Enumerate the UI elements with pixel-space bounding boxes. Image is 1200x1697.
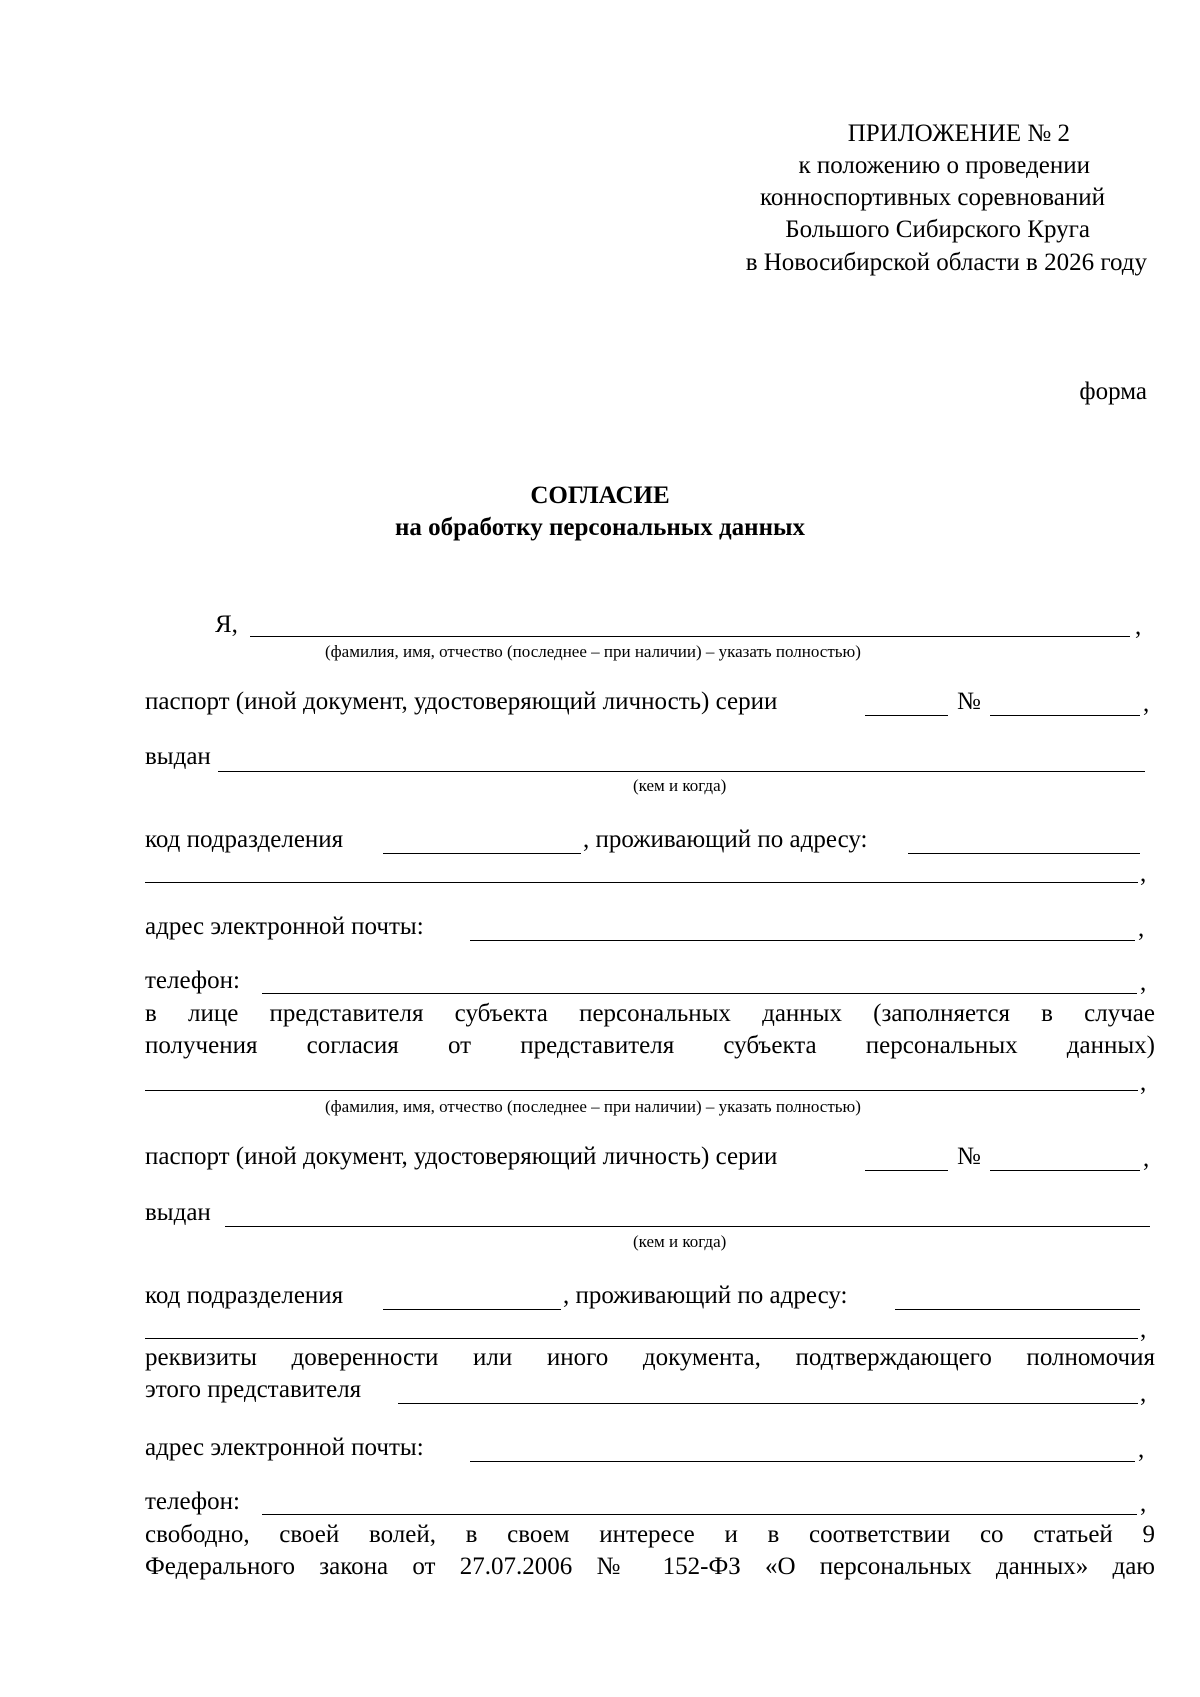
representative-issued-label: выдан: [145, 1199, 211, 1226]
subject-phone-label: телефон:: [145, 967, 240, 994]
comma: ,: [1140, 969, 1147, 996]
representative-email-label: адрес электронной почты:: [145, 1434, 424, 1461]
representative-poa-field[interactable]: [398, 1403, 1138, 1404]
appendix-line-2: к положению о проведении: [798, 152, 1090, 179]
closing-line-2: Федерального закона от 27.07.2006 № 152-ФЗ «О персональных данных» даю: [145, 1553, 1155, 1580]
representative-fio-field[interactable]: [145, 1090, 1138, 1091]
form-label: форма: [1079, 378, 1147, 405]
subject-issued-label: выдан: [145, 743, 211, 770]
document-subtitle: на обработку персональных данных: [395, 514, 805, 541]
representative-phone-field[interactable]: [262, 1514, 1137, 1515]
subject-passport-label: паспорт (иной документ, удостоверяющий личность) серии: [145, 688, 778, 715]
subject-dept-code-field[interactable]: [383, 853, 581, 854]
representative-passport-label: паспорт (иной документ, удостоверяющий личность) серии: [145, 1143, 778, 1170]
subject-email-label: адрес электронной почты:: [145, 913, 424, 940]
representative-intro-line-2: получения согласия от представителя субъекта персональных данных): [145, 1032, 1155, 1059]
representative-intro-line-1: в лице представителя субъекта персональных данных (заполняется в случае: [145, 1000, 1155, 1027]
comma: ,: [1140, 1380, 1147, 1407]
subject-issued-field[interactable]: [218, 771, 1145, 772]
subject-passport-number-field[interactable]: [990, 715, 1140, 716]
comma: ,: [1140, 860, 1147, 887]
closing-line-1: свободно, своей волей, в своем интересе и в соответствии со статьей 9: [145, 1521, 1155, 1548]
comma: ,: [1140, 1490, 1147, 1517]
representative-fio-caption: (фамилия, имя, отчество (последнее – при наличии) – указать полностью): [325, 1097, 861, 1116]
subject-address-field-line-2[interactable]: [145, 882, 1138, 883]
subject-number-sign: №: [957, 688, 981, 715]
subject-phone-field[interactable]: [262, 993, 1137, 994]
appendix-number: ПРИЛОЖЕНИЕ № 2: [847, 120, 1070, 147]
comma: ,: [1140, 1316, 1147, 1343]
appendix-line-4: Большого Сибирского Круга: [785, 216, 1090, 243]
subject-fio-field[interactable]: [250, 636, 1130, 637]
comma: ,: [1135, 613, 1142, 640]
representative-phone-label: телефон:: [145, 1488, 240, 1515]
comma: ,: [1138, 915, 1145, 942]
comma: ,: [1140, 1069, 1147, 1096]
subject-address-field[interactable]: [908, 853, 1140, 854]
representative-email-field[interactable]: [470, 1461, 1135, 1462]
comma: ,: [1138, 1436, 1145, 1463]
representative-address-label: , проживающий по адресу:: [563, 1282, 848, 1309]
representative-passport-number-field[interactable]: [990, 1170, 1140, 1171]
appendix-line-3: конноспортивных соревнований: [759, 184, 1105, 211]
subject-address-label: , проживающий по адресу:: [583, 826, 868, 853]
subject-dept-code-label: код подразделения: [145, 826, 344, 853]
representative-poa-line-1: реквизиты доверенности или иного документа, подтверждающего полномочия: [145, 1344, 1155, 1371]
comma: ,: [1143, 690, 1150, 717]
subject-email-field[interactable]: [470, 940, 1135, 941]
subject-passport-series-field[interactable]: [865, 715, 948, 716]
appendix-line-5: в Новосибирской области в 2026 году: [745, 249, 1147, 276]
representative-passport-series-field[interactable]: [865, 1170, 948, 1171]
document-title: СОГЛАСИЕ: [530, 482, 670, 509]
representative-dept-code-label: код подразделения: [145, 1282, 344, 1309]
representative-issued-field[interactable]: [225, 1226, 1150, 1227]
subject-fio-caption: (фамилия, имя, отчество (последнее – при наличии) – указать полностью): [325, 642, 861, 661]
representative-issued-caption: (кем и когда): [633, 1232, 727, 1251]
comma: ,: [1143, 1145, 1150, 1172]
representative-address-field-line-2[interactable]: [145, 1338, 1138, 1339]
representative-poa-line-2: этого представителя: [145, 1376, 362, 1403]
representative-dept-code-field[interactable]: [383, 1309, 561, 1310]
ya-label: Я,: [215, 611, 238, 638]
subject-issued-caption: (кем и когда): [633, 776, 727, 795]
representative-address-field[interactable]: [895, 1309, 1140, 1310]
representative-number-sign: №: [957, 1143, 981, 1170]
